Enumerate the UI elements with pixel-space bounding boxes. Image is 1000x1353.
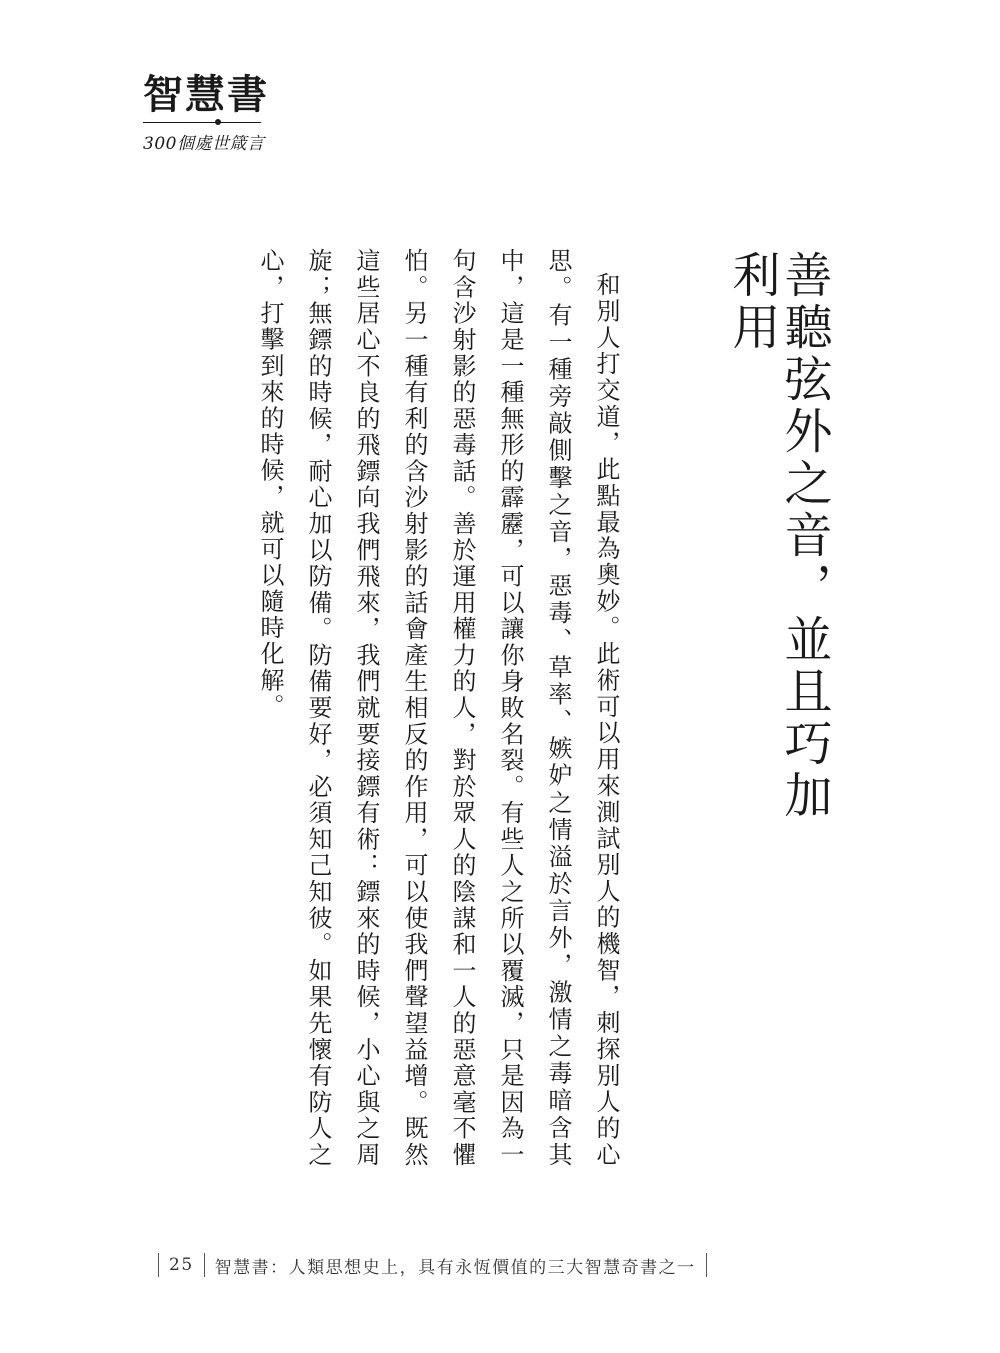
chapter-heading: 善聽弦外之音，並且巧加利用 [724,250,832,822]
footer-running-title: 智慧書：人類思想史上，具有永恆價值的三大智慧奇書之一 [214,1257,696,1278]
header-divider [143,122,261,123]
book-subtitle: 300個處世箴言 [143,134,265,154]
footer-divider-left [158,1253,159,1277]
page-footer [148,1252,717,1278]
divider-dot-ornament [215,119,221,125]
body-text [256,248,630,1168]
footer-divider-middle [204,1253,205,1277]
body-paragraph: 和別人打交道，此點最為奧妙。此術可以用來測試別人的機智，刺探別人的心思。有一種旁敲側擊之音，惡毒、草率、嫉妒之情溢於言外，激情之毒暗含其中，這是一種無形的霹靂，可以讓你身敗名裂。有些人之所以覆滅，只是因為一句含沙射影的惡毒話。善於運用權力的人，對於眾人的陰謀和一人的惡意毫不懼怕。另一種有利的含沙射影的話會產生相反的作用，可以使我們聲望益增。既然這些居心不良的飛鏢向我們飛來，我們就要接鏢有術：鏢來的時候，小心與之周旋；無鏢的時候，耐心加以防備。防備要好，必須知己知彼。如果先懷有防人之心，打擊到來的時候，就可以隨時化解。 [256,248,620,1168]
footer-divider-right [706,1253,707,1277]
book-title: 智慧書 [143,71,269,118]
page-number: 25 [169,1255,194,1275]
book-header [143,72,283,154]
